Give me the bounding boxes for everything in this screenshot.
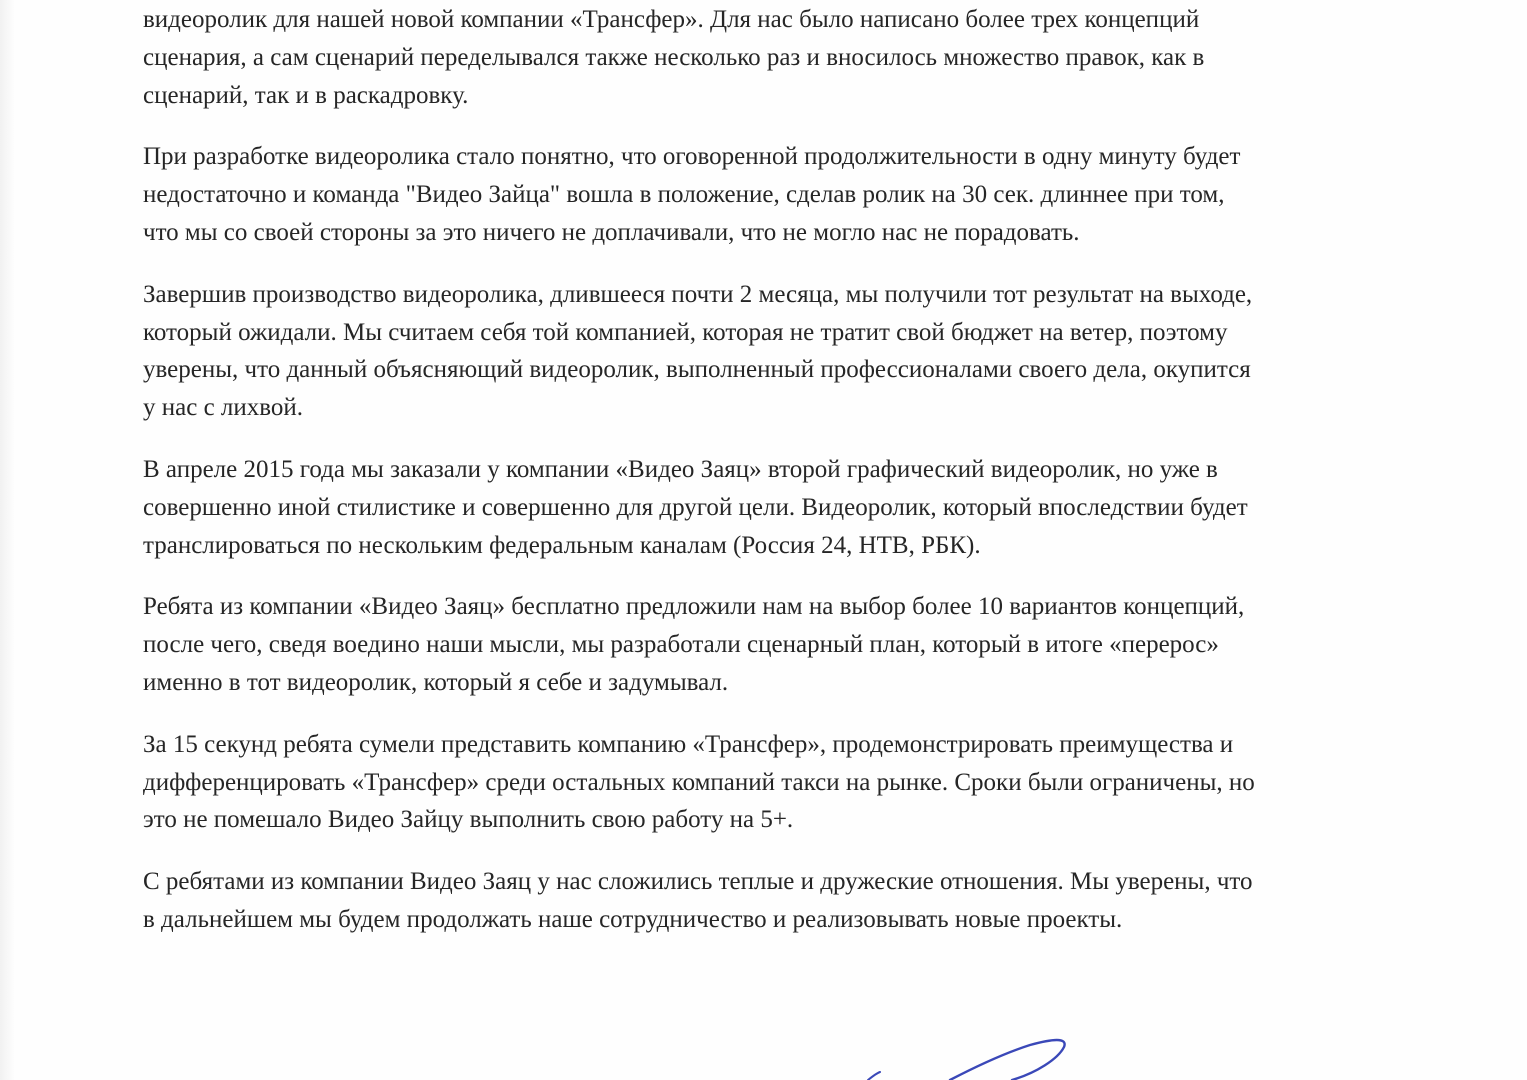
text-line: который ожидали. Мы считаем себя той компанией, которая не тратит свой бюджет на ветер, поэтому	[143, 318, 1228, 346]
text-line: сценария, а сам сценарий переделывался также несколько раз и вносилось множество правок, как в	[143, 43, 1205, 71]
signature-stroke	[950, 1040, 1065, 1080]
text-line: уверены, что данный объясняющий видеоролик, выполненный профессионалами своего дела, окупится	[143, 356, 1251, 384]
paragraph-7	[143, 863, 1418, 939]
text-line: видеоролик для нашей новой компании «Трансфер». Для нас было написано более трех концепций	[143, 6, 1200, 33]
text-line: недостаточно и команда "Видео Зайца" вошла в положение, сделав ролик на 30 сек. длиннее при том,	[143, 181, 1225, 209]
signature-tick	[868, 1072, 880, 1080]
paragraph-2	[143, 138, 1418, 251]
text-line: в дальнейшем мы будем продолжать наше сотрудничество и реализовывать новые проекты.	[143, 905, 1123, 933]
text-line: При разработке видеоролика стало понятно, что оговоренной продолжительности в одну минуту будет	[143, 143, 1241, 171]
text-line: у нас с лихвой.	[143, 394, 304, 422]
text-line: дифференцировать «Трансфер» среди остальных компаний такси на рынке. Сроки были ограничены, но	[143, 768, 1255, 796]
text-line: сценарий, так и в раскадровку.	[143, 81, 469, 109]
paragraph-5	[143, 588, 1418, 701]
text-line: С ребятами из компании Видео Заяц у нас сложились теплые и дружеские отношения. Мы уверены, что	[143, 868, 1253, 896]
paragraph-4	[143, 451, 1418, 564]
text-line: Завершив производство видеоролика, длившееся почти 2 месяца, мы получили тот результат на выходе,	[143, 280, 1253, 308]
letter-body	[143, 1, 1418, 963]
text-line: В апреле 2015 года мы заказали у компании «Видео Заяц» второй графический видеоролик, но уже в	[143, 455, 1218, 483]
paragraph-6	[143, 726, 1418, 839]
text-line: после чего, сведя воедино наши мысли, мы разработали сценарный план, который в итоге «перерос»	[143, 631, 1219, 659]
text-line: За 15 секунд ребята сумели представить компанию «Трансфер», продемонстрировать преимущества и	[143, 730, 1234, 758]
text-line: что мы со своей стороны за это ничего не доплачивали, что не могло нас не порадовать.	[143, 218, 1080, 246]
text-line: совершенно иной стилистике и совершенно для другой цели. Видеоролик, который впоследствии будет	[143, 493, 1248, 521]
text-line: это не помешало Видео Зайцу выполнить свою работу на 5+.	[143, 806, 794, 834]
text-line: Ребята из компании «Видео Заяц» бесплатно предложили нам на выбор более 10 вариантов концепций,	[143, 593, 1245, 621]
signature-icon	[800, 1025, 1100, 1080]
paragraph-1	[143, 1, 1418, 114]
text-line: транслироваться по нескольким федеральным каналам (Россия 24, НТВ, РБК).	[143, 531, 981, 559]
paragraph-3	[143, 276, 1418, 427]
text-line: именно в тот видеоролик, который я себе и задумывал.	[143, 668, 729, 696]
scan-edge-shadow	[0, 0, 14, 1080]
